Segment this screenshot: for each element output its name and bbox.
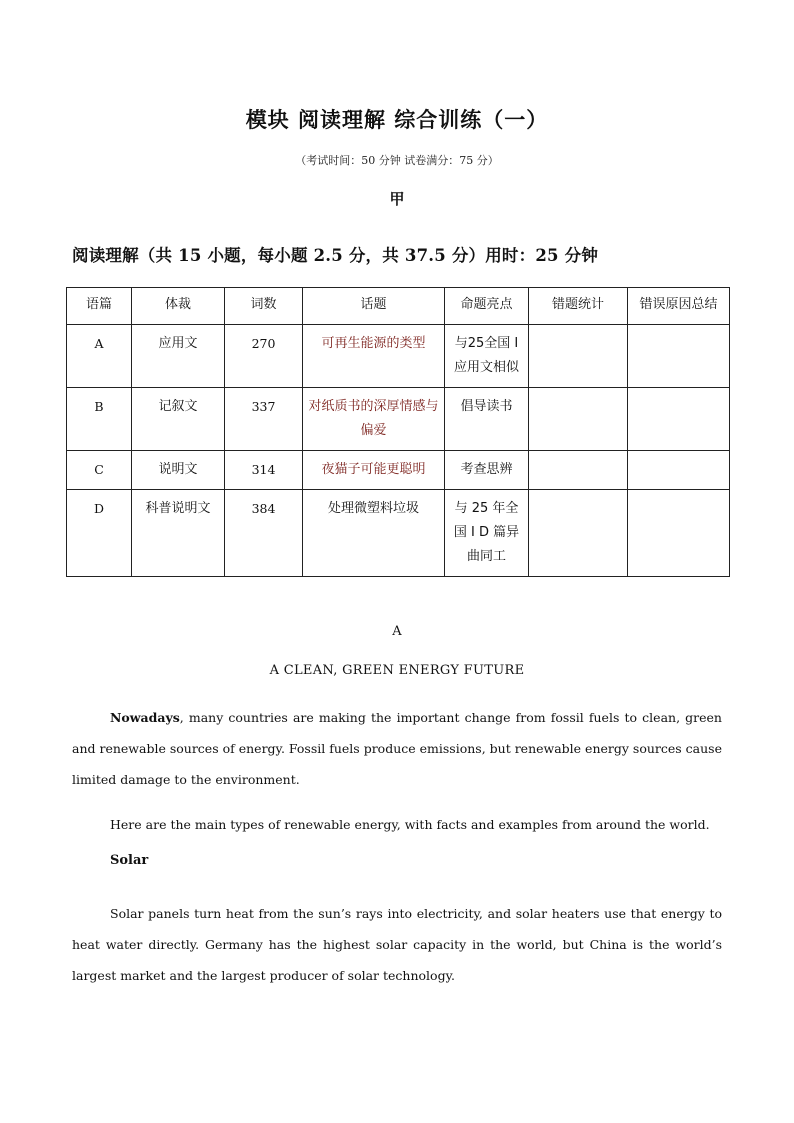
- exam-info: （考试时间：50 分钟 试卷满分：75 分）: [295, 154, 499, 167]
- column-header: 错题统计: [529, 288, 628, 325]
- table-row: [67, 325, 730, 388]
- topic-cell: 对纸质书的深厚情感与偏爱: [303, 388, 445, 451]
- paragraph: [72, 702, 722, 795]
- word-count-cell: 270: [225, 325, 303, 388]
- genre-cell: 科普说明文: [132, 490, 225, 577]
- error-reason-cell[interactable]: [628, 325, 730, 388]
- subheading-solar: Solar: [110, 853, 149, 868]
- passage-cell: A: [67, 325, 132, 388]
- paragraph-lead-word: Nowadays: [110, 710, 180, 725]
- word-count-cell: 314: [225, 451, 303, 490]
- passage-label: A: [392, 624, 402, 639]
- table-row: [67, 490, 730, 577]
- column-header: 错误原因总结: [628, 288, 730, 325]
- passage-title: A CLEAN, GREEN ENERGY FUTURE: [269, 663, 525, 678]
- paragraph: Solar panels turn heat from the sun’s rays into electricity, and solar heaters use that energy to heat water directly. Germany has the highest solar capacity in the world, but China is the world’s largest market and the largest producer of solar technology.: [72, 906, 722, 983]
- column-header: 命题亮点: [445, 288, 529, 325]
- genre-cell: 说明文: [132, 451, 225, 490]
- table-row: [67, 388, 730, 451]
- overview-table: [66, 287, 730, 577]
- genre-cell: 应用文: [132, 325, 225, 388]
- genre-cell: 记叙文: [132, 388, 225, 451]
- passage-cell: B: [67, 388, 132, 451]
- topic-cell: 处理微塑料垃圾: [303, 490, 445, 577]
- highlight-cell: 与 25 年全国 I D 篇异曲同工: [445, 490, 529, 577]
- column-header: 话题: [303, 288, 445, 325]
- highlight-cell: 考查思辨: [445, 451, 529, 490]
- highlight-cell: 倡导读书: [445, 388, 529, 451]
- error-reason-cell[interactable]: [628, 490, 730, 577]
- topic-cell: 夜猫子可能更聪明: [303, 451, 445, 490]
- column-header: 体裁: [132, 288, 225, 325]
- highlight-cell: 与25全国 I 应用文相似: [445, 325, 529, 388]
- section-heading: 阅读理解（共 15 小题，每小题 2.5 分，共 37.5 分）用时：25 分钟: [72, 246, 599, 265]
- column-header: 词数: [225, 288, 303, 325]
- error-count-cell[interactable]: [529, 388, 628, 451]
- word-count-cell: 337: [225, 388, 303, 451]
- topic-cell: 可再生能源的类型: [303, 325, 445, 388]
- passage-cell: D: [67, 490, 132, 577]
- paragraph-text: , many countries are making the important change from fossil fuels to clean, green and renewable sources of energy. Fossil fuels produce emissions, but renewable energy sources cause limited damage to the environment.: [72, 710, 722, 787]
- column-header: 语篇: [67, 288, 132, 325]
- error-count-cell[interactable]: [529, 490, 628, 577]
- table-row: [67, 451, 730, 490]
- error-reason-cell[interactable]: [628, 451, 730, 490]
- error-reason-cell[interactable]: [628, 388, 730, 451]
- error-count-cell[interactable]: [529, 325, 628, 388]
- word-count-cell: 384: [225, 490, 303, 577]
- error-count-cell[interactable]: [529, 451, 628, 490]
- passage-cell: C: [67, 451, 132, 490]
- section-mark: 甲: [389, 190, 405, 208]
- table-header-row: [67, 288, 730, 325]
- page-title: 模块 阅读理解 综合训练（一）: [245, 108, 549, 132]
- paragraph: Here are the main types of renewable energy, with facts and examples from around the world.: [110, 817, 710, 832]
